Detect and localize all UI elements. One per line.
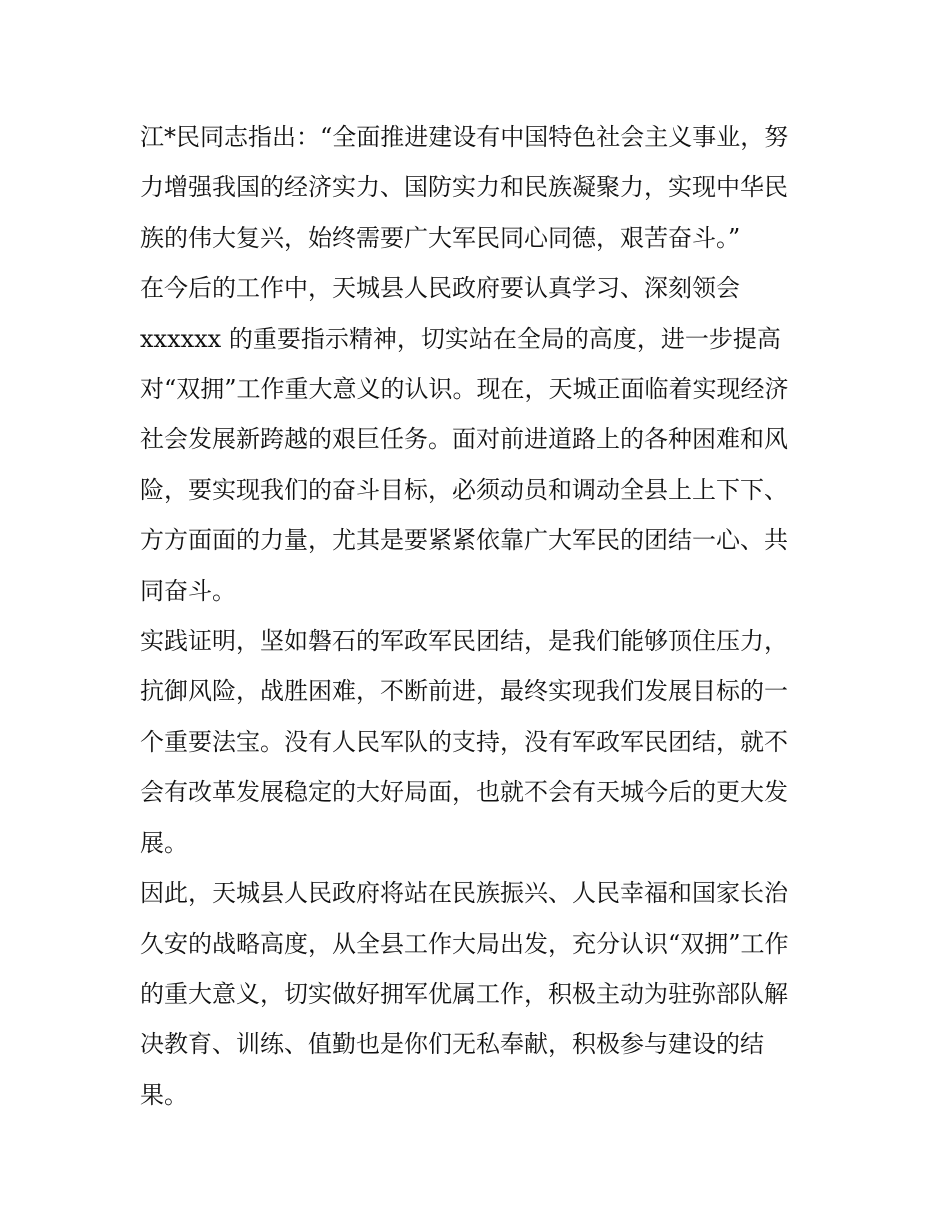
paragraph-jiang-quote: 江*民同志指出：“全面推进建设有中国特色社会主义事业，努 力增强我国的经济实力、国防实力和民族凝聚力，实现中华民 族的伟大复兴，始终需要广大军民同心同德，艰苦奋斗。” [140, 123, 789, 252]
paragraph-practice-proves: 实践证明，坚如磐石的军政军民团结，是我们能够顶住压力， 抗御风险，战胜困难，不断前进，最终实现我们发展目标的一 个重要法宝。没有人民军队的支持，没有军政军民团结，就不 会有改革发展稳定的大好局面，也就不会有天城今后的更大发 展。 [140, 627, 788, 857]
document-page [140, 112, 820, 1120]
paragraph-therefore: 因此，天城县人民政府将站在民族振兴、人民幸福和国家长治 久安的战略高度，从全县工作大局出发，充分认识“双拥”工作 的重大意义，切实做好拥军优属工作，积极主动为驻弥部队解 决教育、训练、值勤也是你们无私奉献，积极参与建设的结 果。 [140, 879, 789, 1109]
paragraph-future-work: 在今后的工作中，天城县人民政府要认真学习、深刻领会 xxxxxx 的重要指示精神，切实站在全局的高度，进一步提高 对“双拥”工作重大意义的认识。现在，天城正面临着实现经济 社会发展新跨越的艰巨任务。面对前进道路上的各种困难和风 险，要实现我们的奋斗目标，必须动员和调动全县上上下下、 方方面面的力量，尤其是要紧紧依靠广大军民的团结一心、共 同奋斗。 [140, 274, 789, 605]
